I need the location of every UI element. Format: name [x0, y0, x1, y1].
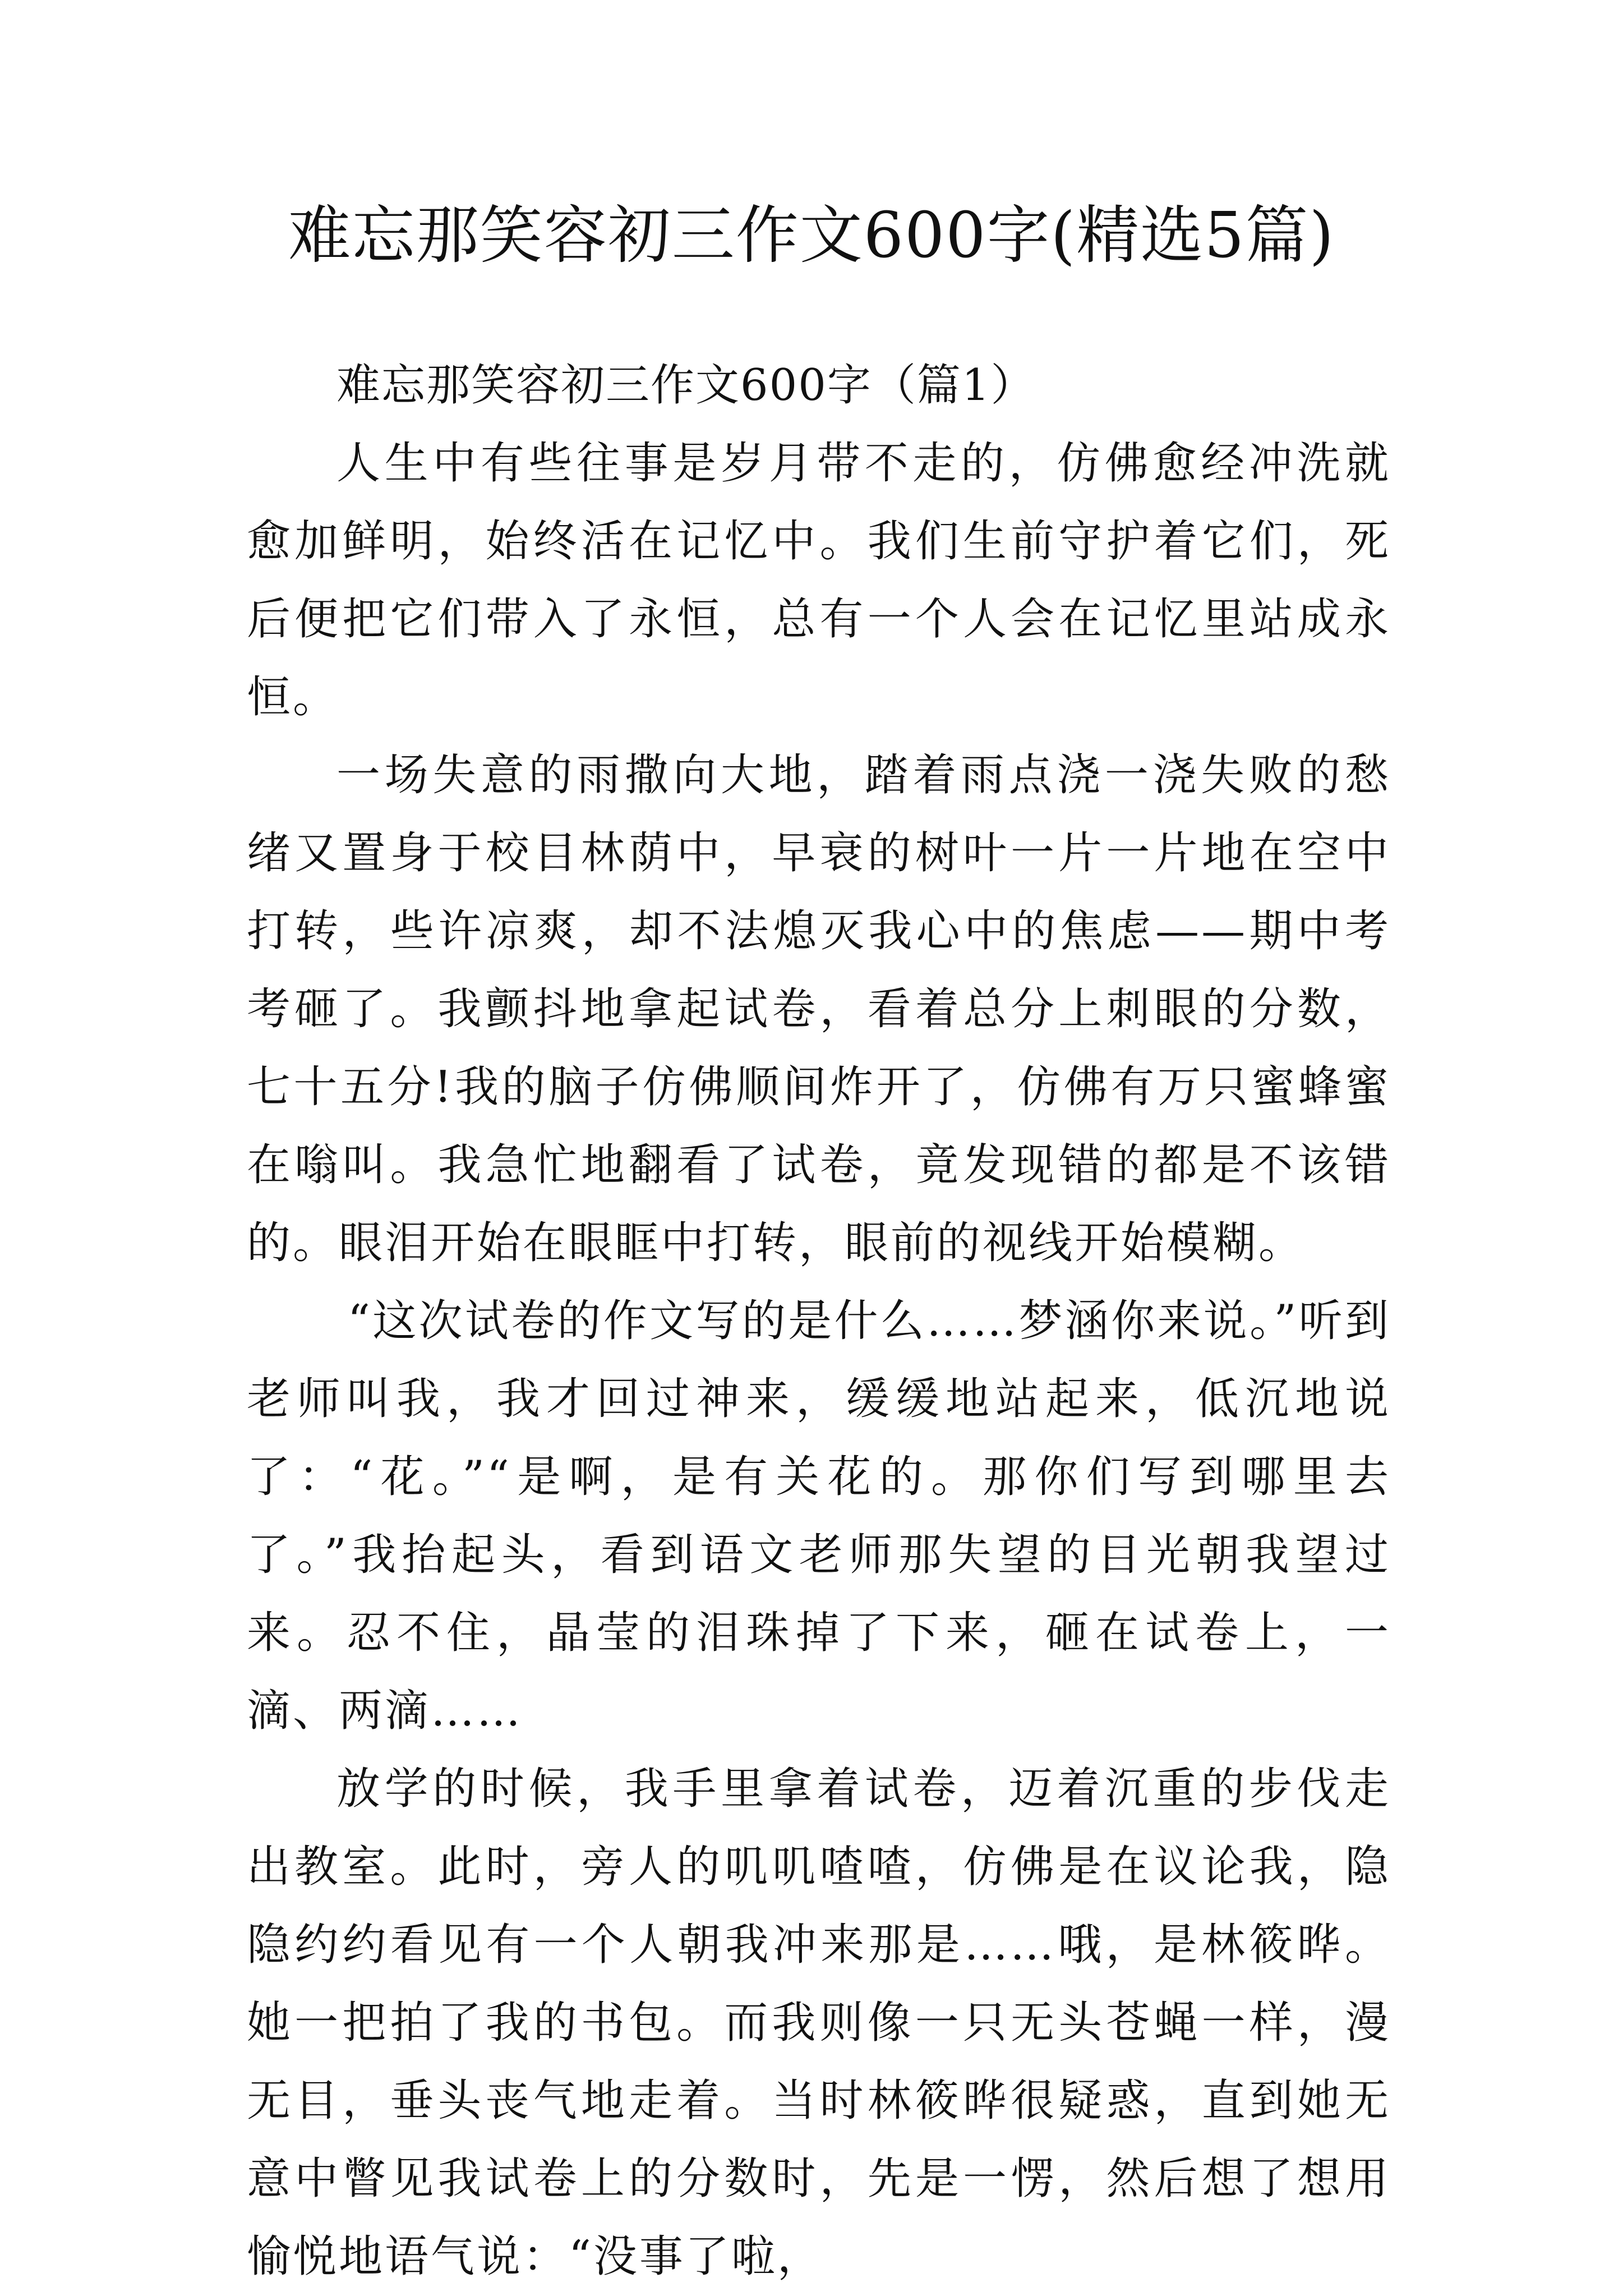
document-title: 难忘那笑容初三作文600字(精选5篇): [288, 199, 1335, 272]
paragraph-1: 人生中有些往事是岁月带不走的，仿佛愈经冲洗就愈加鲜明，始终活在记忆中。我们生前守护着它们，死后便把它们带入了永恒，总有一个人会在记忆里站成永恒。: [247, 438, 1391, 723]
paragraph-3: “这次试卷的作文写的是什么……梦涵你来说。”听到老师叫我，我才回过神来，缓缓地站起来，低沉地说了：“花。”“是啊，是有关花的。那你们写到哪里去了。”我抬起头，看到语文老师那失望的目光朝我望过来。忍不住，晶莹的泪珠掉了下来，砸在试卷上，一滴、两滴……: [247, 1296, 1391, 1736]
document-body: [247, 347, 1391, 2296]
paragraph-4: 放学的时候，我手里拿着试卷，迈着沉重的步伐走出教室。此时，旁人的叽叽喳喳，仿佛是在议论我，隐隐约约看见有一个人朝我冲来那是……哦，是林筱晔。她一把拍了我的书包。而我则像一只无头苍蝇一样，漫无目，垂头丧气地走着。当时林筱晔很疑惑，直到她无意中瞥见我试卷上的分数时，先是一愣，然后想了想用愉悦地语气说：“没事了啦，: [247, 1764, 1391, 2282]
section-heading: 难忘那笑容初三作文600字（篇1）: [336, 360, 1036, 411]
paragraph-2: 一场失意的雨撒向大地，踏着雨点浇一浇失败的愁绪又置身于校目林荫中，早衰的树叶一片一片地在空中打转，些许凉爽，却不法熄灭我心中的焦虑——期中考考砸了。我颤抖地拿起试卷，看着总分上刺眼的分数，七十五分!我的脑子仿佛顺间炸开了，仿佛有万只蜜蜂蜜在嗡叫。我急忙地翻看了试卷，竟发现错的都是不该错的。眼泪开始在眼眶中打转，眼前的视线开始模糊。: [247, 750, 1391, 1268]
